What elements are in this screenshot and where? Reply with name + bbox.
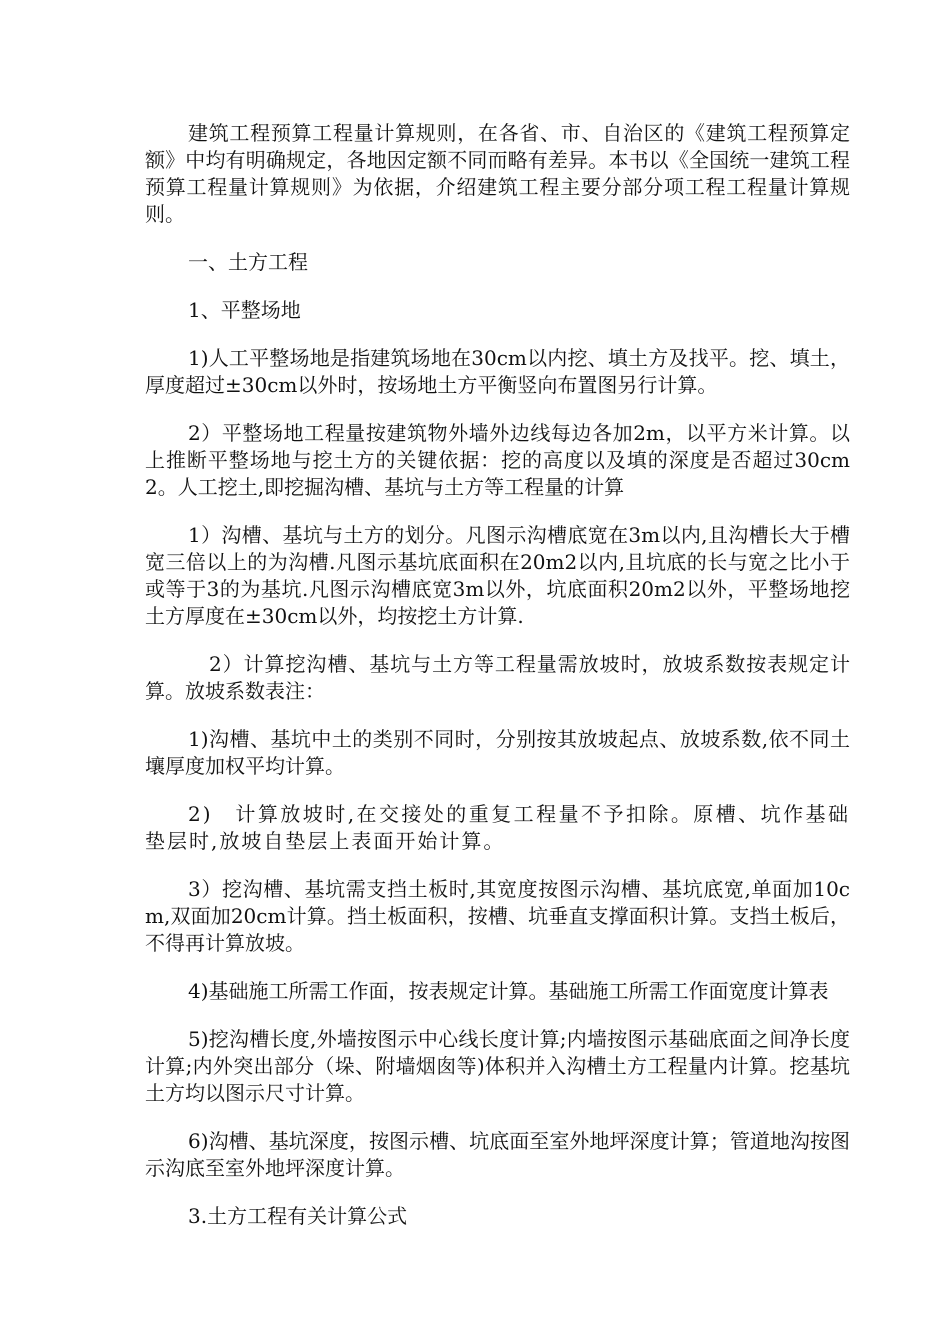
subsection-heading-site-leveling: 1、平整场地	[188, 298, 301, 322]
subsection-heading-formulas: 3.土方工程有关计算公式	[188, 1204, 408, 1228]
paragraph-slope-note-1: 1)沟槽、基坑中土的类别不同时，分别按其放坡起点、放坡系数,依不同土壤厚度加权平均计算。	[145, 727, 850, 778]
paragraph-working-face: 4)基础施工所需工作面，按表规定计算。基础施工所需工作面宽度计算表	[188, 979, 829, 1003]
paragraph-trench-pit-division: 1）沟槽、基坑与土方的划分。凡图示沟槽底宽在3m以内,且沟槽长大于槽宽三倍以上的为沟槽.凡图示基坑底面积在20m2以内,且坑底的长与宽之比小于或等于3的为基坑.凡图示沟槽底宽3m以外，坑底面积20m2以外，平整场地挖土方厚度在±30cm以外，均按挖土方计算.	[145, 523, 850, 628]
paragraph-slope-calculation: 2）计算挖沟槽、基坑与土方等工程量需放坡时，放坡系数按表规定计算。放坡系数表注：	[145, 652, 850, 703]
paragraph-slope-note-2: 2) 计算放坡时,在交接处的重复工程量不予扣除。原槽、坑作基础垫层时,放坡自垫层上表面开始计算。	[145, 802, 850, 853]
paragraph-manual-leveling: 1)人工平整场地是指建筑场地在30cm以内挖、填土方及找平。挖、填土，厚度超过±30cm以外时，按场地土方平衡竖向布置图另行计算。	[145, 346, 850, 397]
section-heading-earthwork: 一、土方工程	[188, 250, 308, 274]
paragraph-leveling-quantity: 2）平整场地工程量按建筑物外墙外边线每边各加2m，以平方米计算。以上推断平整场地与挖土方的关键依据：挖的高度以及填的深度是否超过30cm2。人工挖土,即挖掘沟槽、基坑与土方等工程量的计算	[145, 421, 850, 499]
paragraph-trench-depth: 6)沟槽、基坑深度，按图示槽、坑底面至室外地坪深度计算；管道地沟按图示沟底至室外地坪深度计算。	[145, 1129, 850, 1180]
paragraph-retaining-board: 3）挖沟槽、基坑需支挡土板时,其宽度按图示沟槽、基坑底宽,单面加10cm,双面加20cm计算。挡土板面积，按槽、坑垂直支撑面积计算。支挡土板后，不得再计算放坡。	[145, 877, 850, 955]
paragraph-trench-length: 5)挖沟槽长度,外墙按图示中心线长度计算;内墙按图示基础底面之间净长度计算;内外突出部分（垛、附墙烟囱等)体积并入沟槽土方工程量内计算。挖基坑土方均以图示尺寸计算。	[145, 1027, 850, 1105]
paragraph-intro: 建筑工程预算工程量计算规则，在各省、市、自治区的《建筑工程预算定额》中均有明确规定，各地因定额不同而略有差异。本书以《全国统一建筑工程预算工程量计算规则》为依据，介绍建筑工程主要分部分项工程工程量计算规则。	[145, 121, 850, 226]
